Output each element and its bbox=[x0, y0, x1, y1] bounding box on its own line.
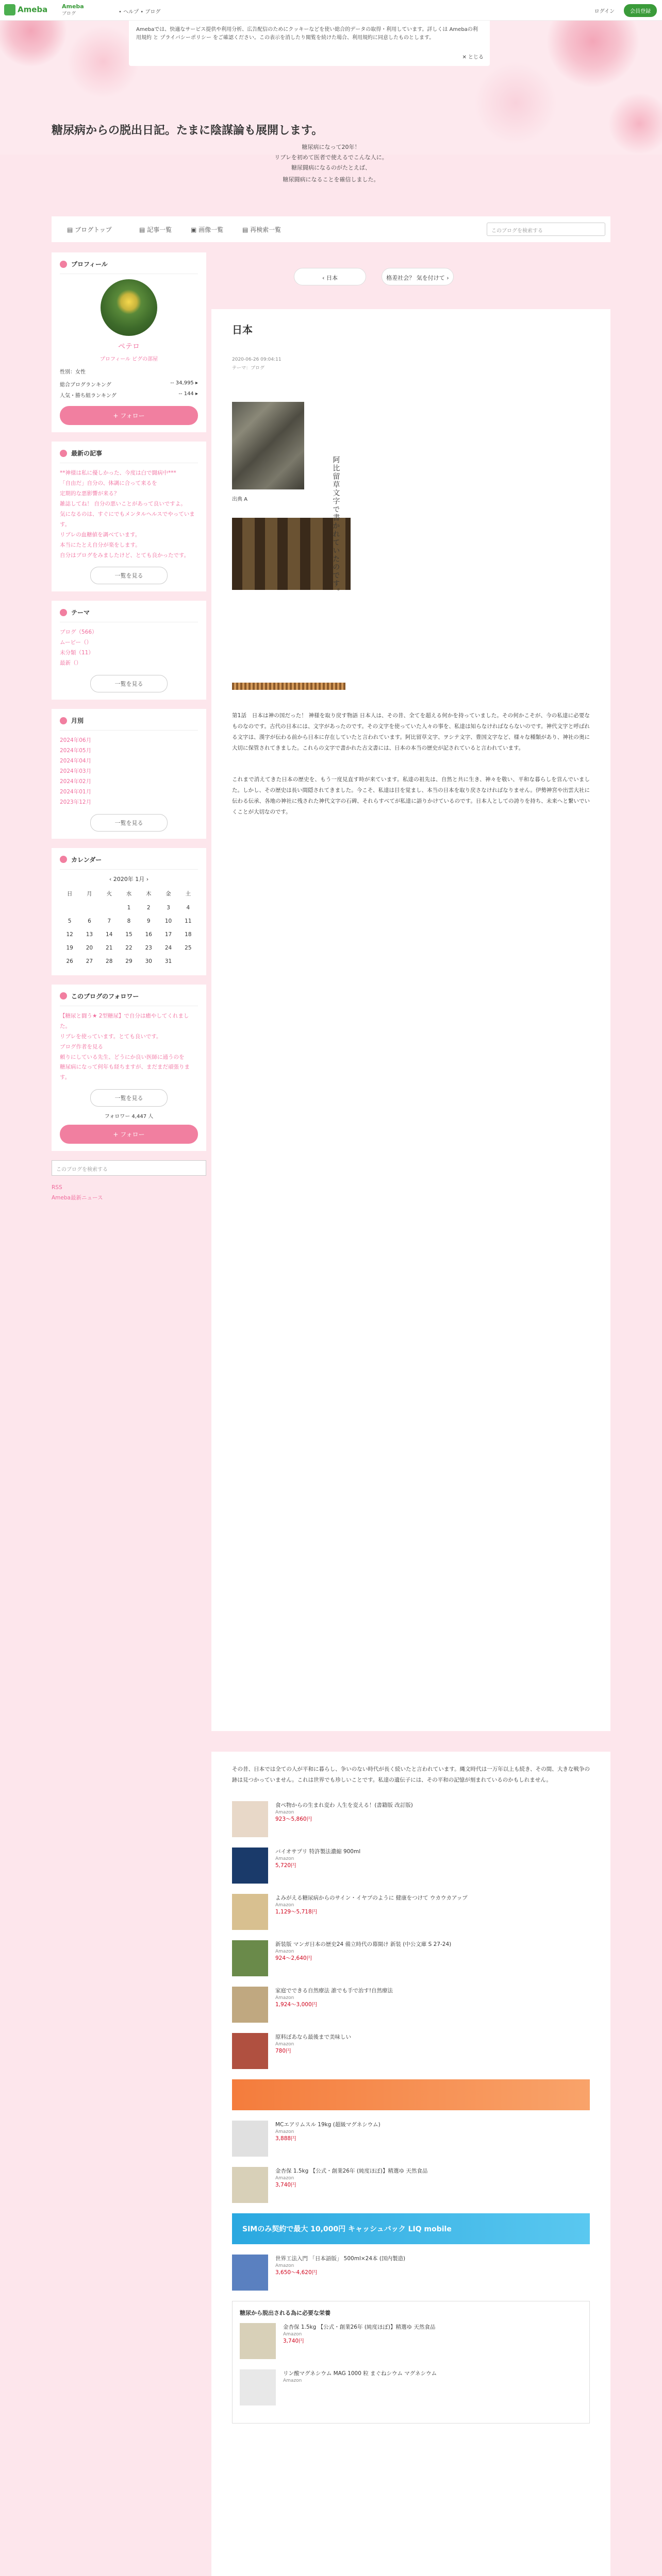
recent-item[interactable]: リブレの血糖値を調べています。 bbox=[60, 531, 141, 538]
main-column bbox=[211, 252, 610, 285]
recent-item[interactable]: 「自由だ」自分の、体調に合って来るを bbox=[60, 480, 157, 486]
archive-item[interactable]: 2024年04月 bbox=[60, 758, 92, 765]
article-body-3: その昔、日本では全ての人が平和に暮らし、争いのない時代が長く続いたと言われています。縄文時代は一万年以上も続き、その間、大きな戦争の跡は見つかっていません。これは世界でも珍しいことです。私達の遺伝子には、その平和の記憶が刻まれているのかもしれません。 bbox=[232, 1766, 590, 1783]
image-source: 出典 A bbox=[232, 497, 248, 502]
follow-button[interactable]: + フォロー bbox=[60, 406, 198, 425]
theme-item[interactable]: 未分類（11） bbox=[60, 650, 94, 656]
follow-button-2[interactable]: + フォロー bbox=[60, 1125, 198, 1144]
archive-item[interactable]: 2024年05月 bbox=[60, 748, 92, 754]
product-image bbox=[232, 1940, 268, 1976]
article-title[interactable]: 日本 bbox=[232, 324, 253, 336]
ad-banner[interactable] bbox=[232, 2079, 590, 2110]
sidebar bbox=[52, 252, 206, 1204]
ranking-label-2[interactable]: 人気・勝ち組ランキング bbox=[60, 393, 117, 399]
ad-list bbox=[232, 1801, 590, 2424]
profile-links[interactable]: プロフィール ピグの部屋 bbox=[100, 357, 158, 362]
product-image bbox=[240, 2323, 276, 2359]
blog-search-input[interactable]: このブログを検索する bbox=[487, 223, 605, 236]
follow-widget: このブログのフォロワー 【糖尿と闘う★ 2型糖尿】で自分は癒やしてくれました。 リブレを使っています。とても良いです。 ブログ作者を見る 頼りにしている先生、どうにか良い医師に通うのを 糖尿病になって何年も経ちますが、まだまだ頑張ります。 一覧を見る フォロワー 4,447 人 + フォロー bbox=[52, 985, 206, 1151]
ad-box-title[interactable]: 糖尿から脱出される為に必要な栄養 bbox=[240, 2310, 330, 2316]
recent-more-button[interactable]: 一覧を見る bbox=[90, 567, 168, 584]
archive-item[interactable]: 2024年01月 bbox=[60, 788, 92, 795]
blog-title[interactable]: 糖尿病からの脱出日記。たまに陰謀論も展開します。 bbox=[52, 124, 323, 137]
ad-item[interactable]: 食べ物からの生まれ変わ 人生を変える！(書籍版 改訂版) Amazon 923〜5,860円 bbox=[232, 1801, 590, 1837]
nav-entries[interactable]: ▤ 記事一覧 bbox=[139, 226, 172, 233]
avatar[interactable] bbox=[101, 279, 157, 336]
sidebar-search-input[interactable]: このブログを検索する bbox=[52, 1160, 206, 1176]
signup-button[interactable]: 会員登録 bbox=[624, 4, 657, 17]
recent-item[interactable]: 気になるのは、すぐにでもメンタルヘルスでやっています。 bbox=[60, 511, 195, 528]
divider-bar bbox=[232, 683, 345, 690]
follower-item[interactable]: 糖尿病になって何年も経ちますが、まだまだ頑張ります。 bbox=[60, 1064, 190, 1081]
product-image bbox=[232, 1894, 268, 1930]
ad-item[interactable]: MCエアリムスル 19kg (超級マグネシウム) Amazon 3,888円 bbox=[232, 2121, 590, 2157]
product-image bbox=[240, 2369, 276, 2405]
ad-item[interactable]: 金杏保 1.5kg 【公式・創業26年 (純度ほぼ)】精選ゆ 天然食品 Amazon 3,740円 bbox=[232, 2167, 590, 2203]
login-link[interactable]: ログイン bbox=[594, 9, 615, 14]
product-image bbox=[232, 1987, 268, 2023]
image-caption: 阿比留草文字で書かれていたのです。 bbox=[332, 456, 340, 596]
recent-item[interactable]: 本当にたとえ自分が楽をします。 bbox=[60, 541, 141, 548]
archive-widget: 月別 2024年06月 2024年05月 2024年04月 2024年03月 2024年02月 2024年01月 2023年12月 一覧を見る bbox=[52, 709, 206, 839]
calendar-icon bbox=[60, 856, 67, 863]
calendar-month: 2020年 1月 bbox=[113, 875, 145, 883]
article bbox=[211, 309, 610, 1731]
archive-more-button[interactable]: 一覧を見る bbox=[90, 814, 168, 832]
profile-gender: 性別：女性 bbox=[60, 369, 86, 375]
follower-item[interactable]: 頼りにしている先生、どうにか良い医師に通うのを bbox=[60, 1054, 185, 1060]
theme-item[interactable]: ブログ（566） bbox=[60, 629, 97, 636]
pager bbox=[211, 252, 610, 285]
sim-banner[interactable]: SIMのみ契約で最大 10,000円 キャッシュバック LIQ mobile bbox=[232, 2213, 590, 2244]
calendar-widget: カレンダー ‹ 2020年 1月 › 日 月 火 水 木 金 土 1 2 3 4 5 6 7 8 9 10 11 12 13 14 15 16 17 18 19 20 21 22 23 24 25 26 27 28 29 30 31 bbox=[52, 848, 206, 975]
theme-more-button[interactable]: 一覧を見る bbox=[90, 675, 168, 692]
archive-item[interactable]: 2024年06月 bbox=[60, 737, 92, 744]
ad-item[interactable]: 新装版 マンガ日本の歴史24 備立時代の幕開け 新装 (中公文庫 S 27-24) Amazon 924〜2,640円 bbox=[232, 1940, 590, 1976]
ranking-label[interactable]: 総合ブログランキング bbox=[60, 382, 111, 388]
nav-more[interactable]: ▤ 再検索一覧 bbox=[242, 226, 282, 233]
blog-description-2: 糖尿闘病になることを確信しました。 bbox=[283, 176, 379, 183]
product-image bbox=[232, 2255, 268, 2291]
nav-images[interactable]: ▣ 画像一覧 bbox=[191, 226, 224, 233]
top-links[interactable]: • ヘルプ • ブログ bbox=[119, 9, 161, 15]
news-link[interactable]: Ameba最新ニュース bbox=[52, 1195, 103, 1201]
article-theme[interactable]: テーマ：ブログ bbox=[232, 366, 265, 371]
nav-blog-top[interactable]: ▤ ブログトップ bbox=[67, 226, 112, 233]
ad-item[interactable]: 世界工法入門 「日本語版」 500ml×24本 (国内製造) Amazon 3,650〜4,620円 bbox=[232, 2255, 590, 2291]
ad-item[interactable]: 金杏保 1.5kg 【公式・創業26年 (純度ほぼ)】精選ゆ 天然食品 Amazon 3,740円 bbox=[240, 2323, 582, 2359]
recent-item[interactable]: 自分はブログをみましたけど、とても良かったです。 bbox=[60, 552, 190, 558]
follower-item[interactable]: リブレを使っています。とても良いです。 bbox=[60, 1033, 162, 1040]
article-continued bbox=[211, 1752, 610, 2576]
product-image bbox=[232, 1848, 268, 1884]
blog-description: 糖尿病になって20年！ リブレを初めて医者で使えるでこんな人に。 糖尿闘病になるのがたとえば、 bbox=[274, 144, 388, 171]
archive-item[interactable]: 2023年12月 bbox=[60, 799, 92, 805]
archive-icon bbox=[60, 717, 67, 724]
ad-item[interactable]: 原料ぼあなら最後まで美味しい Amazon 780円 bbox=[232, 2033, 590, 2069]
theme-icon bbox=[60, 609, 67, 616]
article-body: 第1話 日本は神の国だった！ 神様を取り戻す物語 日本人は、その昔、全てを超える何かを持っていました。その何かこそが、今の私達に必要なものなのです。古代の日本には、文字があったのです。その文字を使っていた人々の事を、私達は知らなければならないのです。神代文字と呼ばれる文字は、漢字が伝わる前から日本に存在していたと言われています。阿比留草文字、ヲシテ文字、豊国文字など、様々な種類があり、神社の奥に大切に保管されてきました。これらの文字で書かれた古文書には、日本の本当の歴史が記されていると言われています。 bbox=[232, 713, 590, 751]
recent-icon bbox=[60, 450, 67, 457]
follower-item[interactable]: ブログ作者を見る bbox=[60, 1043, 103, 1050]
article-date: 2020-06-26 09:04:11 bbox=[232, 357, 282, 362]
ad-box bbox=[232, 2301, 590, 2424]
profile-widget: プロフィール ペテロ プロフィール ピグの部屋 性別：女性 総合ブログランキング -- 34,995 ▸ 人気・勝ち組ランキング -- 144 ▸ + フォロー bbox=[52, 252, 206, 432]
prev-entry-button[interactable]: ‹ 日本 bbox=[294, 268, 366, 285]
calendar-prev-icon[interactable]: ‹ bbox=[109, 875, 113, 883]
calendar-table: 日 月 火 水 木 金 土 1 2 3 4 5 6 7 8 9 10 11 12 13 14 15 16 17 18 19 20 21 22 23 24 25 26 27 28 29 30 31 bbox=[66, 890, 192, 964]
follower-count[interactable]: フォロワー 4,447 人 bbox=[104, 1114, 154, 1120]
cookie-notice-text: Amebaでは、快適なサービス提供や利用分析、広告配信のためにクッキーなどを使い総合的データの取得・利用しています。詳しくは Amebaの利用規約 と プライバシーポリシー をご確認ください。この表示を消したり閲覧を続けた場合、利用規約に同意したものとします。 bbox=[136, 27, 478, 41]
ameba-logo[interactable]: Ameba bbox=[4, 4, 47, 15]
ameba-blog-logo[interactable]: Ameba ブログ bbox=[62, 3, 84, 16]
recent-item[interactable]: 雑誌してね！ 自分の悪いことがあって良いですよ。 bbox=[60, 500, 186, 507]
ad-item[interactable]: リン酸マグネシウム MAG 1000 粒 まぐねシウム マグネシウム Amazon bbox=[240, 2369, 582, 2405]
product-image bbox=[232, 2033, 268, 2069]
stone-image[interactable] bbox=[232, 402, 304, 489]
ad-item[interactable]: よみがえる糖尿病からのサイン・イヤプのように 健康をつけて ウカウカアップ Amazon 1,129〜5,718円 bbox=[232, 1894, 590, 1930]
recent-item[interactable]: **神様は私に優しかった、今度は白で闘病中*** bbox=[60, 470, 176, 476]
ad-item[interactable]: バイオサプリ 特許製法濃縮 900ml Amazon 5,720円 bbox=[232, 1848, 590, 1884]
follow-icon bbox=[60, 992, 67, 999]
theme-widget: テーマ ブログ（566） ムービー（） 未分類（11） 最新（） 一覧を見る bbox=[52, 601, 206, 700]
theme-item[interactable]: ムービー（） bbox=[60, 639, 92, 646]
rss-link[interactable]: RSS bbox=[52, 1184, 62, 1191]
blog-nav bbox=[52, 216, 610, 242]
product-image bbox=[232, 2121, 268, 2157]
profile-icon bbox=[60, 261, 67, 268]
theme-item[interactable]: 最新（） bbox=[60, 660, 81, 667]
archive-item[interactable]: 2024年03月 bbox=[60, 768, 92, 774]
article-body-2: これまで消えてきた日本の歴史を、もう一度見直す時が来ています。私達の祖先は、自然と共に生き、神々を敬い、平和な暮らしを営んでいました。しかし、その歴史は長い間隠されてきました。今こそ、私達は目を覚まし、本当の日本を取り戻さなければなりません。伊勢神宮や出雲大社に伝わる伝承、各地の神社に残された神代文字の石碑、それらすべてが私達に語りかけているのです。日本人としての誇りを持ち、未来へと繋いでいくことが大切なのです。 bbox=[232, 776, 590, 815]
calendar-next-icon[interactable]: › bbox=[144, 875, 149, 883]
next-entry-button[interactable]: 格差社会？ 気を付けて › bbox=[382, 268, 454, 285]
product-image bbox=[232, 1801, 268, 1837]
archive-item[interactable]: 2024年02月 bbox=[60, 778, 92, 785]
product-image bbox=[232, 2167, 268, 2203]
recent-widget: 最新の記事 **神様は私に優しかった、今度は白で闘病中*** 「自由だ」自分の、体調に合って来るを 定期的な悪影響が来る？ 雑誌してね！ 自分の悪いことがあって良いですよ。 気になるのは、すぐにでもメンタルヘルスでやっています。 リブレの血糖値を調べています。 本当にたとえ自分が楽をします。 自分はブログをみましたけど、とても良かったです。 一覧を見る bbox=[52, 442, 206, 591]
ad-item[interactable]: 家庭でできる自然療法 誰でも手で治す!自然療法 Amazon 1,924〜3,000円 bbox=[232, 1987, 590, 2023]
follow-more-button[interactable]: 一覧を見る bbox=[90, 1089, 168, 1107]
cookie-notice bbox=[129, 21, 490, 66]
top-bar bbox=[0, 0, 662, 21]
profile-name[interactable]: ペテロ bbox=[118, 343, 140, 351]
follower-item[interactable]: 【糖尿と闘う★ 2型糖尿】で自分は癒やしてくれました。 bbox=[60, 1012, 189, 1029]
ameba-logo-icon bbox=[4, 4, 15, 15]
recent-item[interactable]: 定期的な悪影響が来る？ bbox=[60, 490, 120, 497]
close-notice-button[interactable]: ✕ とじる bbox=[462, 55, 484, 60]
